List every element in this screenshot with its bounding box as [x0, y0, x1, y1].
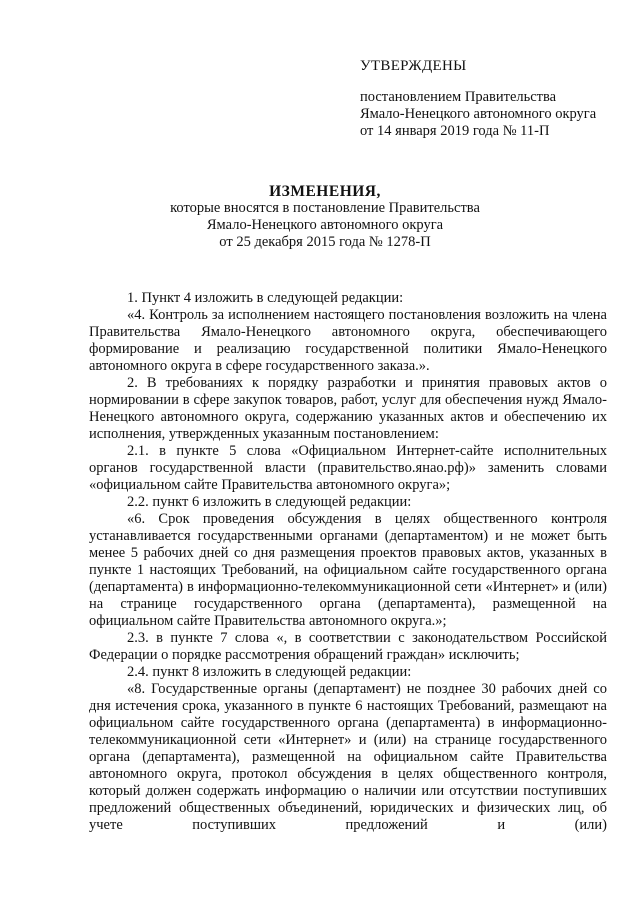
approval-line: Ямало-Ненецкого автономного округа — [360, 106, 597, 122]
approval-title: УТВЕРЖДЕНЫ — [360, 58, 467, 74]
approval-stamp — [360, 58, 620, 140]
paragraph-6: «6. Срок проведения обсуждения в целях общественного контроля устанавливается государственными органами (департаментом) и не может быть менее 5 рабочих дней со дня размещения проектов правовых актов, указанных в пункте 1 настоящих Требований, на официальном сайте государственного органа (департамента) в информационно-телекоммуникационной сети «Интернет» и (или) на странице государственного органа (департамента), размещенной на официальном сайте Правительства автономного округа.»; — [89, 511, 607, 629]
approval-line: от 14 января 2019 года № 11-П — [360, 123, 550, 139]
heading-line: которые вносятся в постановление Правительства — [170, 200, 480, 216]
paragraph-7: 2.3. в пункте 7 слова «, в соответствии с законодательством Российской Федерации о порядке рассмотрения обращений граждан» исключить; — [89, 630, 607, 663]
paragraph-1: 1. Пункт 4 изложить в следующей редакции: — [127, 290, 404, 306]
document-heading — [60, 183, 590, 251]
paragraph-4: 2.1. в пункте 5 слова «Официальном Интернет-сайте исполнительных органов государственной власти (правительство.янао.рф)» заменить словами «официальном сайте Правительства автономного округа»; — [89, 443, 607, 493]
paragraph-2: «4. Контроль за исполнением настоящего постановления возложить на члена Правительства Ямало-Ненецкого автономного округа, обеспечивающего формирование и реализацию государственной политики Ямало-Ненецкого автономного округа в сфере государственного заказа.». — [89, 307, 607, 374]
approval-line: постановлением Правительства — [360, 89, 557, 105]
paragraph-3: 2. В требованиях к порядку разработки и принятия правовых актов о нормировании в сфере закупок товаров, работ, услуг для обеспечения нужд Ямало-Ненецкого автономного округа, содержанию указанных актов и обеспечению их исполнения, утвержденных указанным постановлением: — [89, 375, 607, 442]
paragraph-9: «8. Государственные органы (департамент) не позднее 30 рабочих дней со дня истечения срока, указанного в пункте 6 настоящих Требований, размещают на официальном сайте государственного органа (департамента) в информационно-телекоммуникационной сети «Интернет» и (или) на странице государственного органа (департамента), размещенной на официальном сайте Правительства автономного округа, протокол обсуждения в целях общественного контроля, который должен содержать информацию о наличии или отсутствии поступивших предложений общественных объединений, юридических и физических лиц, об учете поступивших предложений и (или) — [89, 681, 607, 833]
paragraph-8: 2.4. пункт 8 изложить в следующей редакции: — [127, 664, 412, 680]
heading-line: Ямало-Ненецкого автономного округа — [206, 217, 444, 233]
document-title: ИЗМЕНЕНИЯ, — [269, 183, 381, 200]
document-body — [89, 290, 607, 834]
paragraph-5: 2.2. пункт 6 изложить в следующей редакции: — [127, 494, 412, 510]
heading-line: от 25 декабря 2015 года № 1278-П — [219, 234, 431, 250]
